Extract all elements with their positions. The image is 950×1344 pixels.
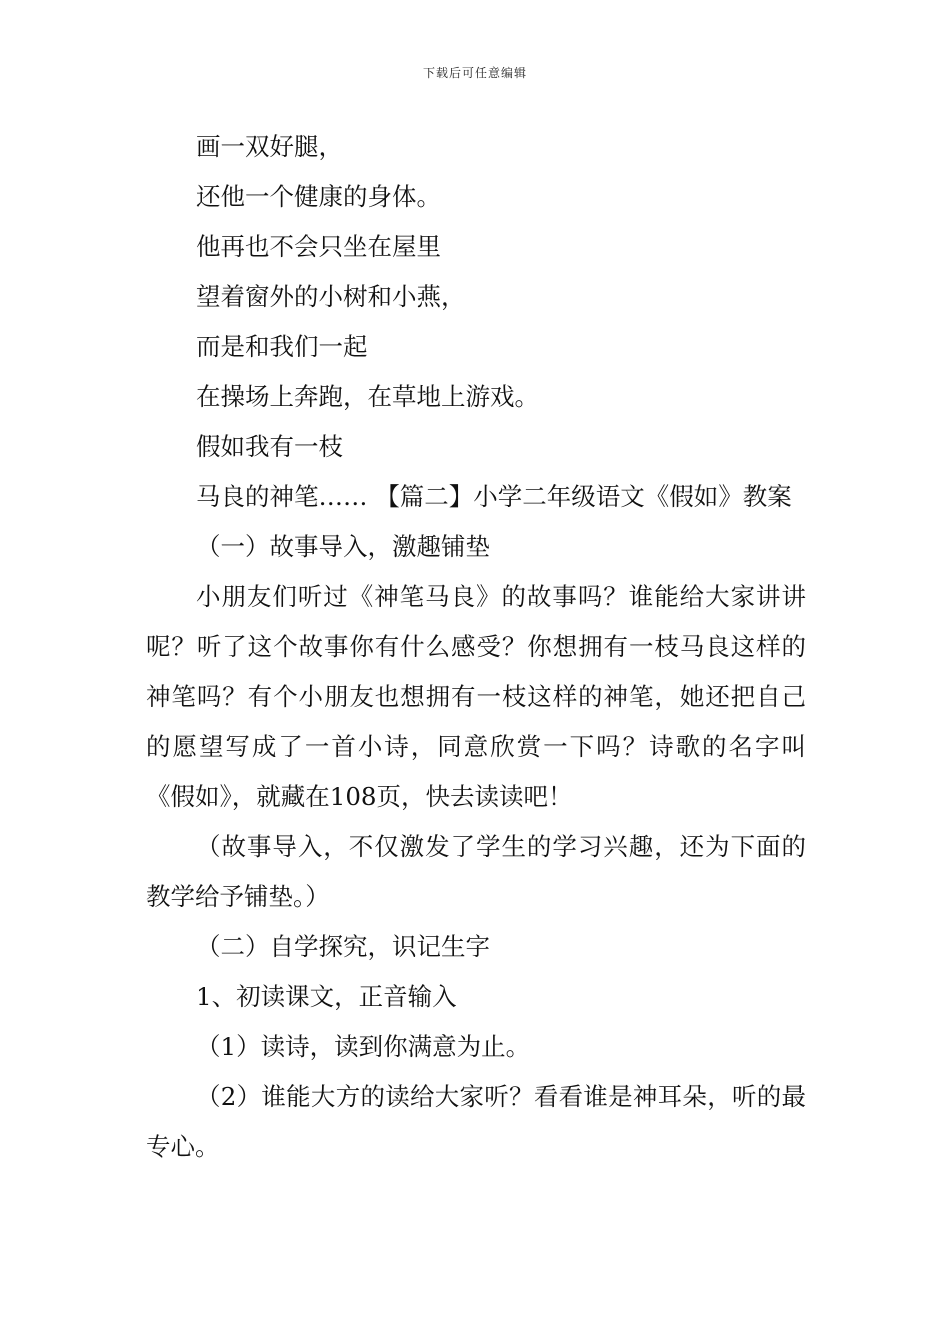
poem-line: 而是和我们一起 xyxy=(196,332,368,361)
poem-line: 还他一个健康的身体。 xyxy=(196,182,441,211)
page-header-note: 下载后可任意编辑 xyxy=(422,66,527,80)
list-item: （2）谁能大方的读给大家听？看看谁是神耳朵，听的最专心。 xyxy=(146,1082,806,1161)
section-heading: （二）自学探究，识记生字 xyxy=(196,932,490,961)
poem-line: 望着窗外的小树和小燕， xyxy=(196,282,466,311)
body-paragraph: 小朋友们听过《神笔马良》的故事吗？谁能给大家讲讲呢？听了这个故事你有什么感受？你想拥有一枝马良这样的神笔吗？有个小朋友也想拥有一枝这样的神笔，她还把自己的愿望写成了一首小诗，同意欣赏一下吗？诗歌的名字叫《假如》，就藏在108页，快去读读吧！ xyxy=(146,582,806,811)
section-heading: （一）故事导入，激趣铺垫 xyxy=(196,532,490,561)
poem-line: 他再也不会只坐在屋里 xyxy=(196,232,441,261)
list-item: （1）读诗，读到你满意为止。 xyxy=(196,1032,531,1061)
section-title-paragraph: 马良的神笔…… 【篇二】小学二年级语文《假如》教案 xyxy=(196,482,792,511)
poem-line: 假如我有一枝 xyxy=(196,432,343,461)
subsection-heading: 1、初读课文，正音输入 xyxy=(196,982,457,1011)
body-paragraph: （故事导入，不仅激发了学生的学习兴趣，还为下面的教学给予铺垫。） xyxy=(146,832,806,911)
document-body xyxy=(146,122,806,1172)
poem-line: 在操场上奔跑，在草地上游戏。 xyxy=(196,382,539,411)
poem-line: 画一双好腿， xyxy=(196,132,343,161)
